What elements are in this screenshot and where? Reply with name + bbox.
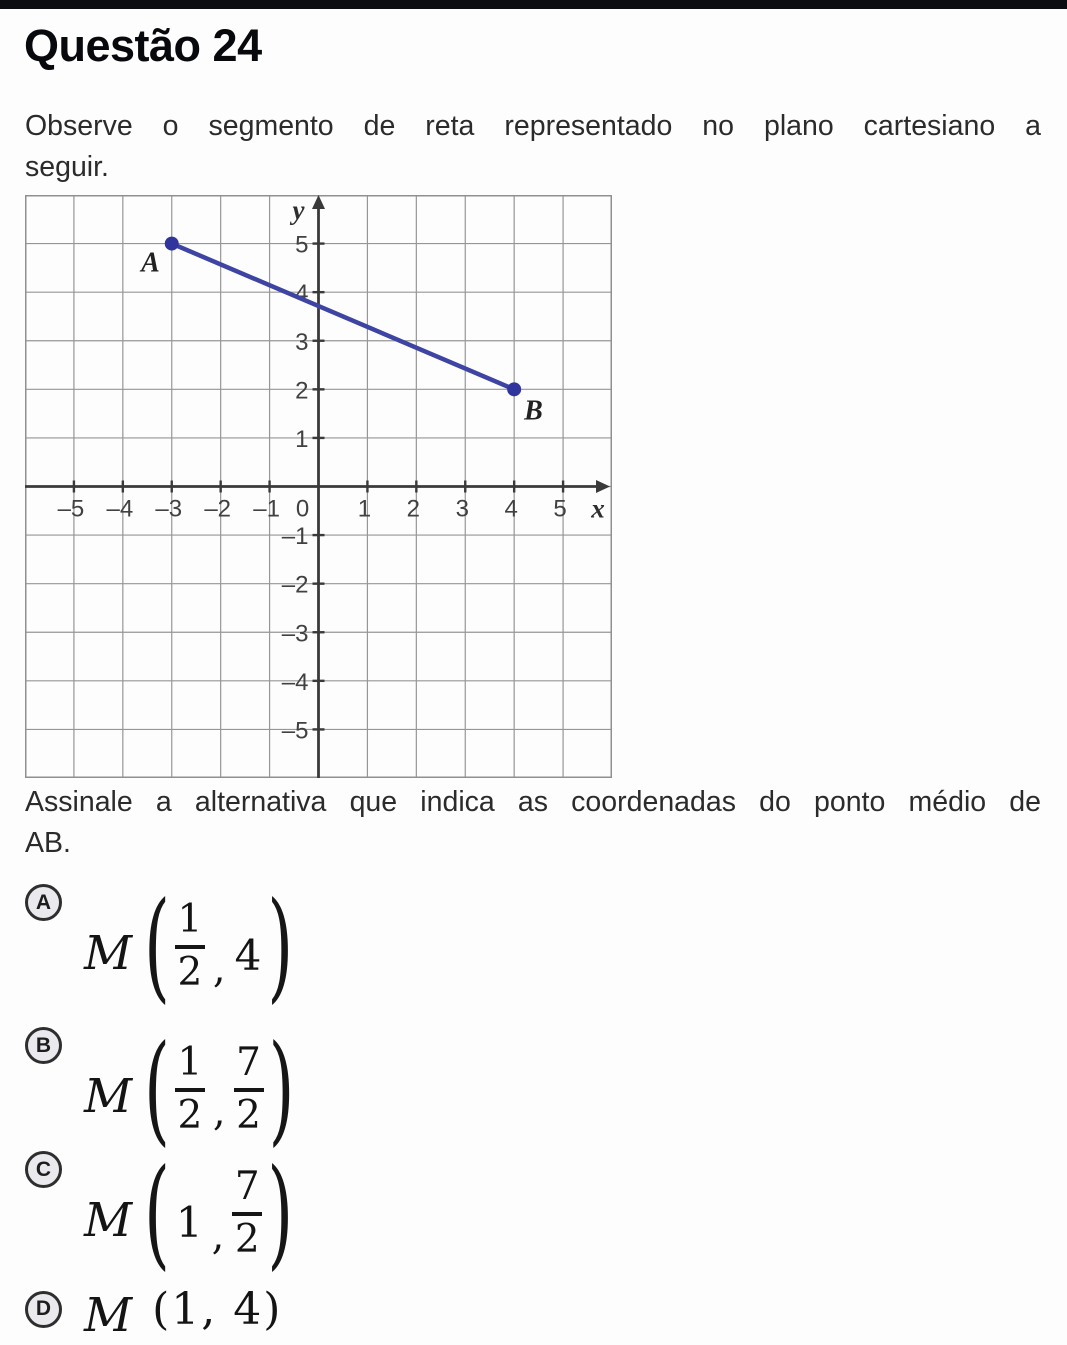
fraction-x [175,1042,205,1138]
svg-text:–3: –3 [155,495,183,523]
right-paren: ) [268,1019,295,1159]
option-d-formula [84,1282,283,1343]
midpoint-symbol: M [84,1192,133,1248]
svg-text:B: B [524,395,543,427]
svg-text:3: 3 [455,495,469,523]
fraction-y [234,1042,264,1138]
option-b[interactable] [25,1019,295,1159]
midpoint-symbol: M [84,1068,133,1124]
fraction-denominator: 2 [234,1217,260,1262]
intro-line-2: seguir. [25,151,109,183]
svg-text:2: 2 [295,377,309,405]
fraction-denominator: 2 [177,950,203,995]
top-bar [0,0,1067,9]
svg-text:5: 5 [553,495,567,523]
option-a-formula [84,876,294,1016]
fraction-bar [234,1088,264,1092]
fraction-y [232,1166,262,1262]
fraction-denominator: 2 [236,1093,261,1138]
option-d-badge: D [25,1291,62,1328]
svg-text:–3: –3 [281,620,309,648]
left-paren: ( [144,1143,170,1283]
comma: , [212,946,226,992]
intro-text [25,106,1041,188]
svg-text:–5: –5 [57,495,85,523]
y-value: 4 [234,930,262,980]
intro-line-1: Observe o segmento de reta representado no plano cartesiano a [25,110,1041,142]
option-c-badge: C [25,1151,62,1188]
svg-text:–4: –4 [106,495,134,523]
svg-text:–1: –1 [253,495,280,523]
midpoint-symbol: M [84,925,133,981]
midpoint-symbol: M [84,1287,133,1343]
fraction-numerator: 1 [177,1040,203,1086]
svg-text:3: 3 [295,328,309,356]
cartesian-plane-svg [25,195,612,778]
option-c-formula [84,1143,294,1283]
svg-text:–1: –1 [281,523,309,551]
fraction-denominator: 2 [177,1093,203,1138]
comma: , [212,1089,226,1135]
prompt-line-1: Assinale a alternativa que indica as coordenadas do ponto médio de [25,786,1041,818]
svg-text:1: 1 [357,495,372,523]
svg-text:–2: –2 [204,495,232,523]
fraction-bar [175,1088,205,1092]
fraction-bar [232,1212,262,1216]
svg-text:A: A [141,247,160,279]
svg-text:–5: –5 [281,717,309,745]
fraction-numerator: 7 [234,1164,260,1210]
svg-text:4: 4 [295,280,309,308]
svg-text:0: 0 [295,495,310,523]
option-b-badge: B [25,1027,62,1064]
svg-text:–2: –2 [281,571,309,599]
svg-text:1: 1 [295,425,309,453]
coordinates-value: (1, 4) [152,1283,283,1335]
fraction-bar [175,945,205,949]
right-paren: ) [267,1143,294,1283]
right-paren: ) [267,876,294,1016]
svg-text:y: y [292,195,305,225]
option-a-badge: A [25,884,62,921]
question-title: Questão 24 [24,20,262,71]
svg-text:2: 2 [406,495,421,523]
svg-text:5: 5 [295,231,309,259]
cartesian-plane [25,195,612,778]
fraction-numerator: 7 [236,1040,261,1086]
svg-text:x: x [591,493,605,524]
fraction-numerator: 1 [177,897,203,943]
option-c[interactable] [25,1143,294,1283]
option-a[interactable] [25,876,294,1016]
left-paren: ( [144,1019,170,1159]
option-b-formula [84,1019,295,1159]
svg-text:4: 4 [504,495,518,523]
prompt-text [25,782,1041,864]
option-d[interactable] [25,1283,283,1343]
comma: , [211,1213,225,1259]
fraction-x [175,899,205,995]
svg-text:–4: –4 [281,668,309,696]
left-paren: ( [144,876,170,1016]
x-value: 1 [175,1197,203,1247]
prompt-line-2: AB. [25,827,71,859]
